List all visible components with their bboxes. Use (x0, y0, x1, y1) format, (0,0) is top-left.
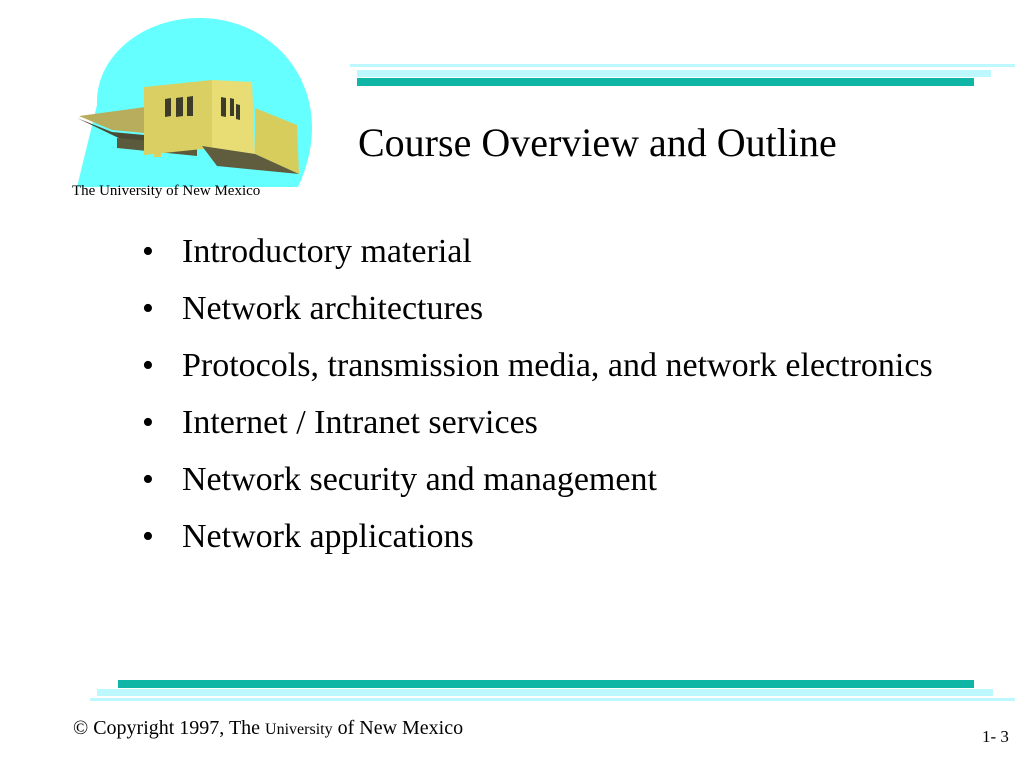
bullet-item: • Network architectures (142, 286, 942, 332)
copyright-prefix: © Copyright 1997, The (73, 717, 266, 739)
bottom-decorative-rule (90, 698, 1015, 701)
university-caption: The University of New Mexico (72, 183, 261, 199)
bullet-item: • Introductory material (142, 229, 942, 275)
bullet-item: • Network applications (142, 514, 942, 560)
top-decorative-rule (357, 78, 974, 86)
top-decorative-rule (357, 70, 991, 77)
slide-number: 1- 3 (982, 727, 1009, 746)
bullet-item: • Network security and management (142, 457, 942, 503)
copyright-university-word: University (265, 721, 333, 738)
bottom-decorative-rule (97, 689, 993, 696)
slide-title: Course Overview and Outline (358, 120, 837, 165)
bullet-item: • Protocols, transmission media, and network electronics (142, 343, 942, 389)
bullet-list (142, 229, 942, 571)
copyright-suffix: of New Mexico (332, 717, 464, 739)
bullet-item: • Internet / Intranet services (142, 400, 942, 446)
copyright-footer (73, 716, 463, 742)
top-decorative-rule (350, 64, 1015, 67)
university-logo (77, 12, 317, 187)
bottom-decorative-rule (118, 680, 974, 688)
